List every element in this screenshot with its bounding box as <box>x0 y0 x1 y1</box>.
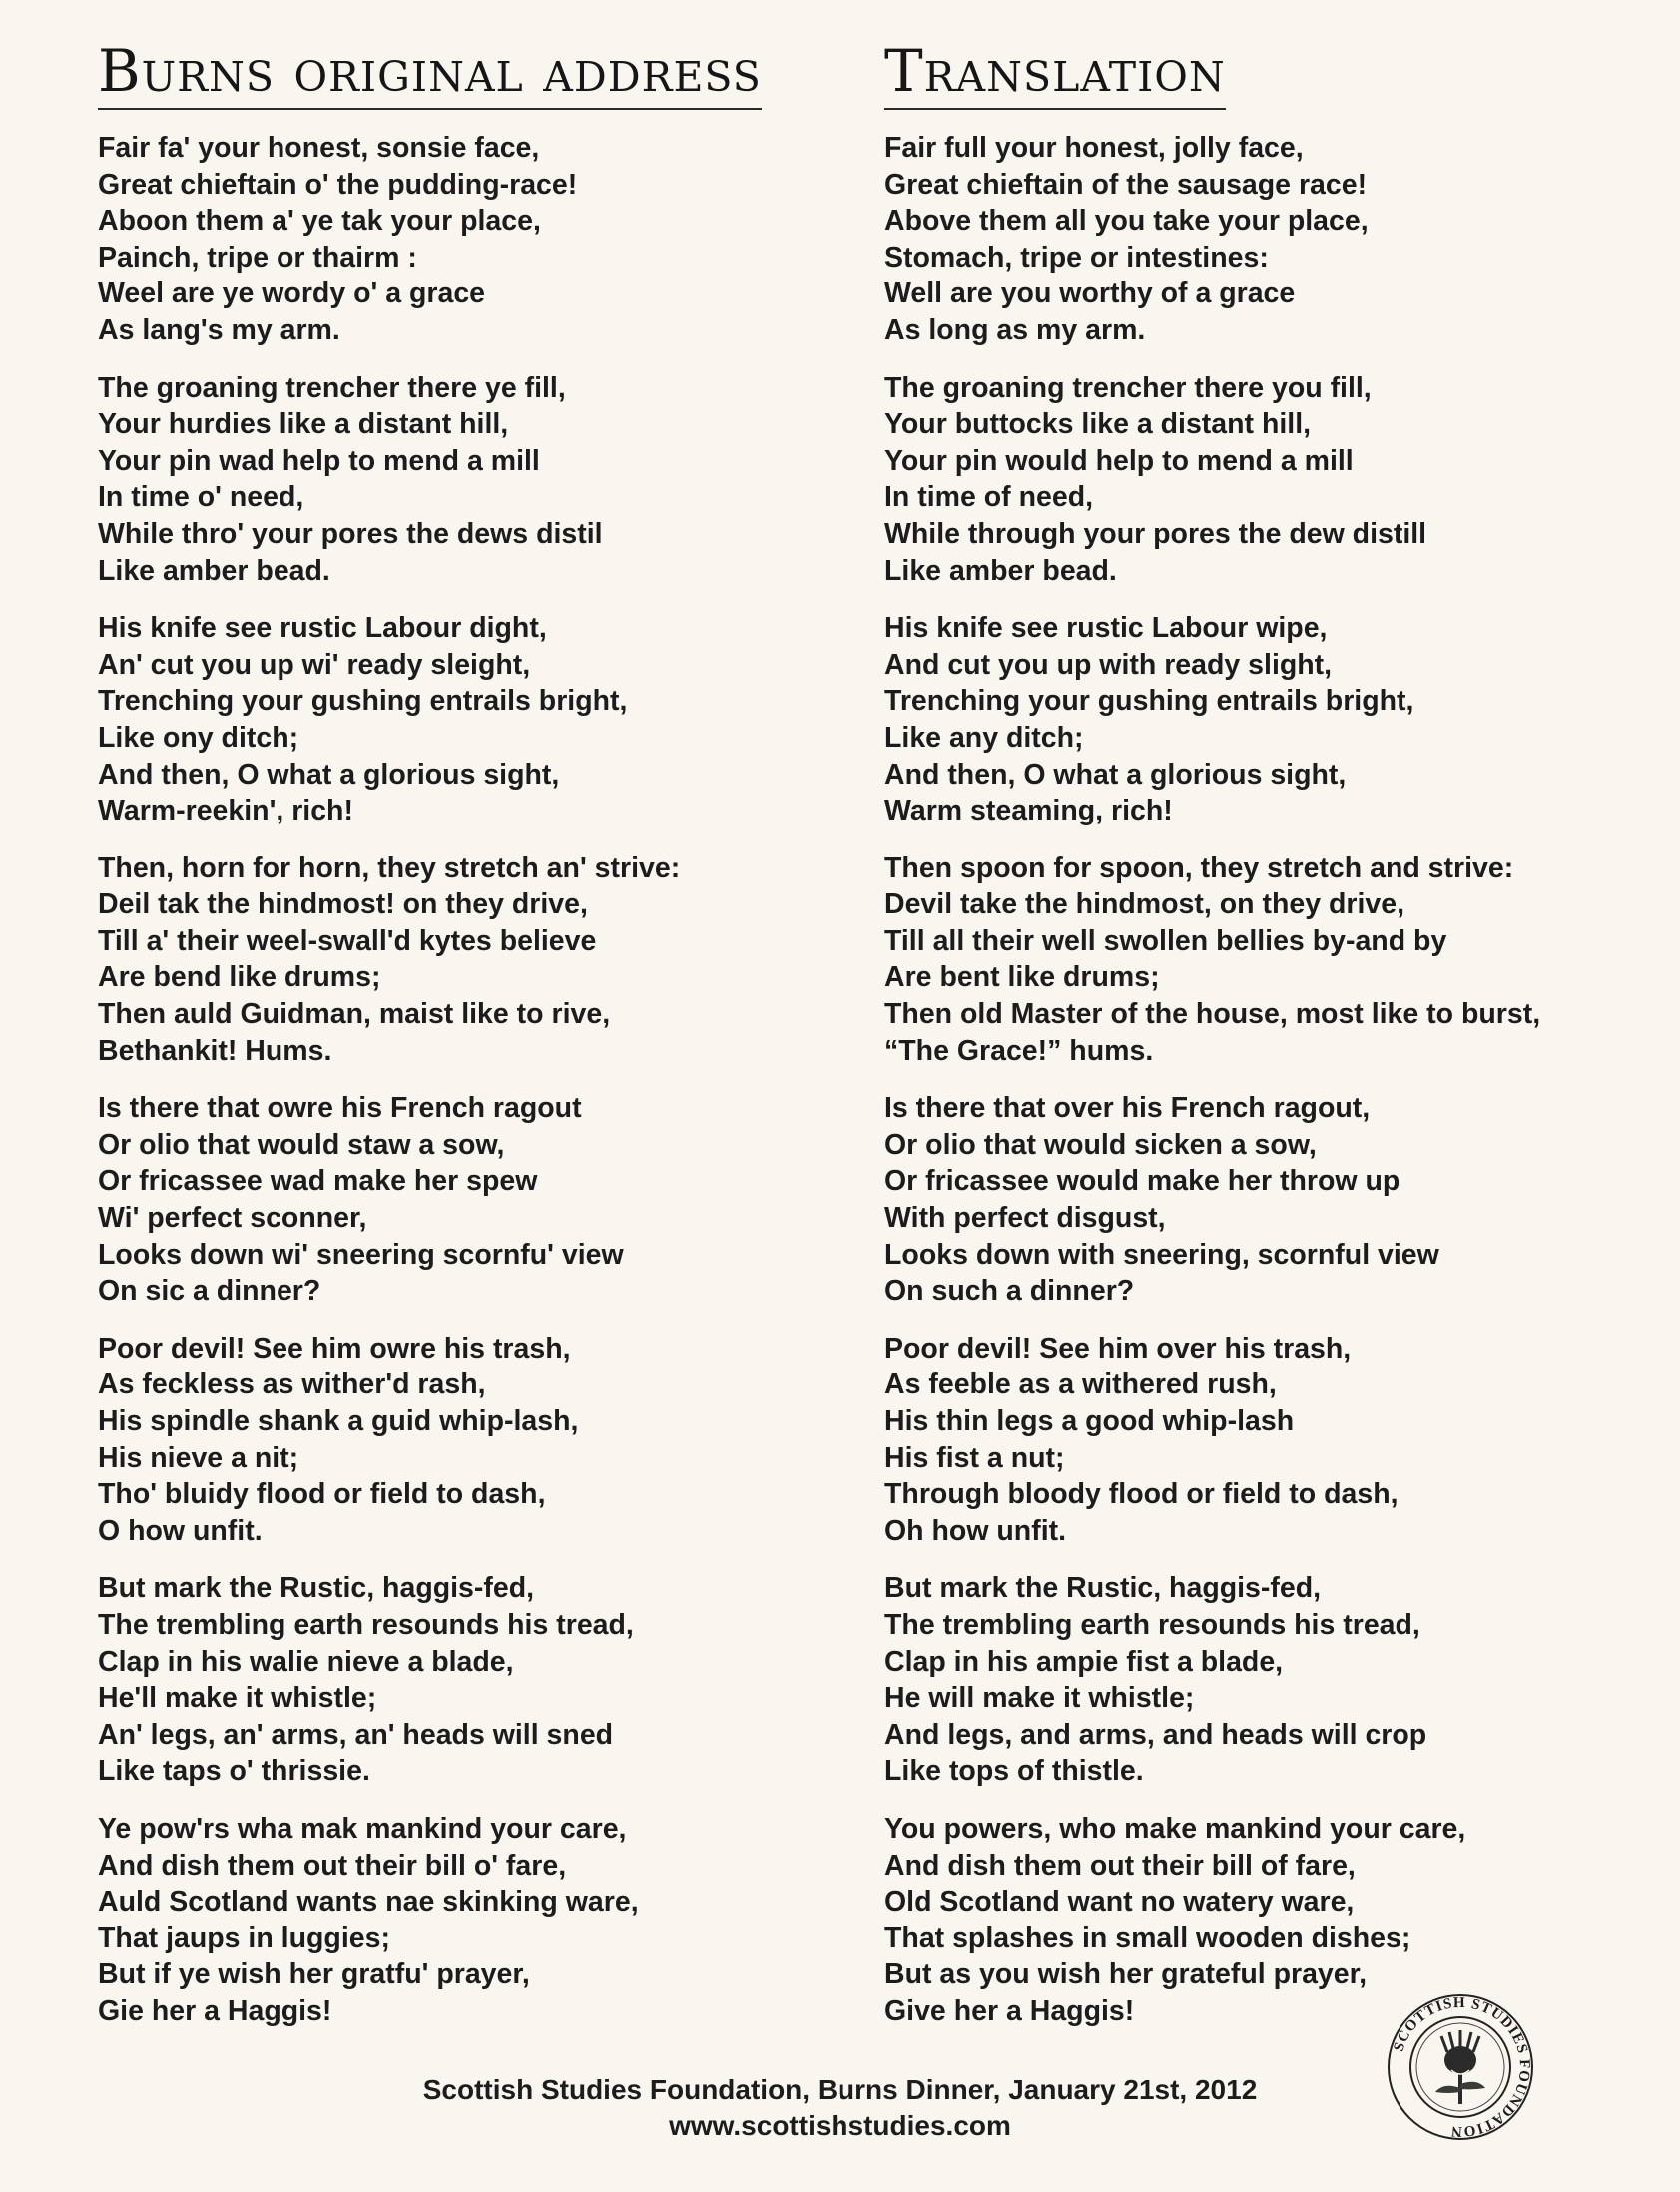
original-stanzas <box>98 130 680 2051</box>
verse-line: Your pin would help to mend a mill <box>884 444 1354 477</box>
verse-line: The groaning trencher there ye fill, <box>98 371 566 404</box>
verse-line: “The Grace!” hums. <box>884 1034 1154 1067</box>
verse-line: Poor devil! See him owre his trash, <box>98 1332 571 1365</box>
verse-line: With perfect disgust, <box>884 1202 1166 1235</box>
verse-line: Fair fa' your honest, sonsie face, <box>98 132 540 164</box>
stanza <box>98 1570 680 1790</box>
verse-line: Are bend like drums; <box>98 961 381 994</box>
verse-line: Oh how unfit. <box>884 1514 1067 1547</box>
stanza <box>98 610 680 829</box>
verse-line: Is there that over his French ragout, <box>884 1092 1371 1125</box>
verse-line: Till all their well swollen bellies by-and by <box>884 924 1447 957</box>
verse-line: Painch, tripe or thairm : <box>98 241 417 274</box>
verse-line: Stomach, tripe or intestines: <box>884 241 1269 274</box>
seal-text: SCOTTISH STUDIES FOUNDATION <box>1391 1994 1533 2140</box>
verse-line: But mark the Rustic, haggis-fed, <box>98 1572 535 1605</box>
translation-stanzas <box>884 130 1540 2051</box>
verse-line: Clap in his ampie fist a blade, <box>884 1645 1284 1678</box>
verse-line: On such a dinner? <box>884 1275 1135 1308</box>
verse-line: But as you wish her grateful prayer, <box>884 1958 1368 1991</box>
verse-line: As feeble as a withered rush, <box>884 1369 1277 1401</box>
verse-line: Great chieftain of the sausage race! <box>884 168 1368 201</box>
verse-line: Weel are ye wordy o' a grace <box>98 277 486 310</box>
stanza <box>884 130 1540 349</box>
verse-line: Then auld Guidman, maist like to rive, <box>98 998 611 1031</box>
stanza <box>884 1331 1540 1550</box>
event-credit: Scottish Studies Foundation, Burns Dinner, January 21st, 2012 <box>422 2074 1258 2105</box>
verse-line: While thro' your pores the dews distil <box>98 517 603 550</box>
verse-line: Or olio that would staw a sow, <box>98 1128 505 1161</box>
verse-line: And dish them out their bill o' fare, <box>98 1849 567 1882</box>
foundation-seal-logo <box>1386 1992 1535 2142</box>
stanza <box>98 1811 680 2030</box>
verse-line: Your pin wad help to mend a mill <box>98 444 540 477</box>
verse-line: While through your pores the dew distill <box>884 517 1427 550</box>
stanza <box>98 1090 680 1310</box>
verse-line: Trenching your gushing entrails bright, <box>98 685 628 718</box>
verse-line: Like any ditch; <box>884 721 1084 754</box>
verse-line: His thin legs a good whip-lash <box>884 1405 1295 1437</box>
verse-line: Above them all you take your place, <box>884 205 1369 238</box>
verse-line: Like amber bead. <box>884 554 1117 587</box>
verse-line: Tho' bluidy flood or field to dash, <box>98 1478 546 1511</box>
verse-line: Wi' perfect sconner, <box>98 1202 367 1235</box>
verse-line: Old Scotland want no watery ware, <box>884 1886 1355 1918</box>
verse-line: Like amber bead. <box>98 554 330 587</box>
verse-line: Deil tak the hindmost! on they drive, <box>98 888 588 921</box>
verse-line: Give her a Haggis! <box>884 1994 1135 2027</box>
stanza <box>98 850 680 1070</box>
verse-line: Great chieftain o' the pudding-race! <box>98 168 578 201</box>
stanza <box>98 370 680 590</box>
verse-line: Or fricassee would make her throw up <box>884 1165 1400 1198</box>
stanza <box>884 1570 1540 1790</box>
verse-line: On sic a dinner? <box>98 1275 321 1308</box>
verse-line: Ye pow'rs wha mak mankind your care, <box>98 1812 627 1845</box>
verse-line: Clap in his walie nieve a blade, <box>98 1645 514 1678</box>
verse-line: Gie her a Haggis! <box>98 1994 332 2027</box>
verse-line: Looks down with sneering, scornful view <box>884 1238 1439 1271</box>
translation-heading: Translation <box>884 37 1226 105</box>
verse-line: And then, O what a glorious sight, <box>98 758 560 791</box>
verse-line: As long as my arm. <box>884 313 1146 346</box>
verse-line: Like taps o' thrissie. <box>98 1755 370 1788</box>
verse-line: The trembling earth resounds his tread, <box>884 1608 1420 1641</box>
verse-line: Bethankit! Hums. <box>98 1034 332 1067</box>
verse-line: Your buttocks like a distant hill, <box>884 408 1312 441</box>
verse-line: Then, horn for horn, they stretch an' strive: <box>98 851 681 884</box>
verse-line: That splashes in small wooden dishes; <box>884 1921 1411 1954</box>
verse-line: Then old Master of the house, most like to burst, <box>884 998 1541 1031</box>
verse-line: Then spoon for spoon, they stretch and strive: <box>884 851 1514 884</box>
stanza <box>884 850 1540 1070</box>
verse-line: Warm-reekin', rich! <box>98 795 353 827</box>
stanza <box>884 1090 1540 1310</box>
verse-line: Like ony ditch; <box>98 721 299 754</box>
verse-line: In time o' need, <box>98 481 304 514</box>
verse-line: In time of need, <box>884 481 1094 514</box>
stanza <box>884 370 1540 590</box>
verse-line: His nieve a nit; <box>98 1441 299 1474</box>
stanza <box>98 130 680 349</box>
verse-line: Well are you worthy of a grace <box>884 277 1296 310</box>
stanza <box>884 610 1540 829</box>
verse-line: Fair full your honest, jolly face, <box>884 132 1304 164</box>
verse-line: The groaning trencher there you fill, <box>884 371 1372 404</box>
verse-line: Poor devil! See him over his trash, <box>884 1332 1352 1365</box>
verse-line: An' legs, an' arms, an' heads will sned <box>98 1718 614 1751</box>
verse-line: The trembling earth resounds his tread, <box>98 1608 634 1641</box>
verse-line: Looks down wi' sneering scornfu' view <box>98 1238 624 1271</box>
verse-line: And dish them out their bill of fare, <box>884 1849 1356 1882</box>
verse-line: He will make it whistle; <box>884 1682 1195 1715</box>
verse-line: Are bent like drums; <box>884 961 1160 994</box>
verse-line: His spindle shank a guid whip-lash, <box>98 1405 579 1437</box>
verse-line: His knife see rustic Labour wipe, <box>884 612 1328 645</box>
verse-line: As lang's my arm. <box>98 313 340 346</box>
verse-line: And then, O what a glorious sight, <box>884 758 1347 791</box>
verse-line: O how unfit. <box>98 1514 263 1547</box>
verse-line: Devil take the hindmost, on they drive, <box>884 888 1405 921</box>
original-heading: Burns original address <box>98 37 762 105</box>
verse-line: Till a' their weel-swall'd kytes believe <box>98 924 597 957</box>
website-link[interactable]: www.scottishstudies.com <box>669 2110 1011 2141</box>
verse-line: Or olio that would sicken a sow, <box>884 1128 1317 1161</box>
verse-line: Trenching your gushing entrails bright, <box>884 685 1414 718</box>
stanza <box>98 1331 680 1550</box>
verse-line: His fist a nut; <box>884 1441 1065 1474</box>
verse-line: Is there that owre his French ragout <box>98 1092 582 1125</box>
verse-line: Auld Scotland wants nae skinking ware, <box>98 1886 639 1918</box>
verse-line: Or fricassee wad make her spew <box>98 1165 538 1198</box>
verse-line: As feckless as wither'd rash, <box>98 1369 486 1401</box>
verse-line: An' cut you up wi' ready sleight, <box>98 648 531 681</box>
verse-line: Like tops of thistle. <box>884 1755 1144 1788</box>
verse-line: And cut you up with ready slight, <box>884 648 1333 681</box>
verse-line: But mark the Rustic, haggis-fed, <box>884 1572 1322 1605</box>
verse-line: That jaups in luggies; <box>98 1921 390 1954</box>
verse-line: And legs, and arms, and heads will crop <box>884 1718 1427 1751</box>
verse-line: Aboon them a' ye tak your place, <box>98 205 541 238</box>
verse-line: Your hurdies like a distant hill, <box>98 408 509 441</box>
verse-line: You powers, who make mankind your care, <box>884 1812 1466 1845</box>
verse-line: His knife see rustic Labour dight, <box>98 612 547 645</box>
verse-line: He'll make it whistle; <box>98 1682 377 1715</box>
verse-line: But if ye wish her gratfu' prayer, <box>98 1958 530 1991</box>
verse-line: Warm steaming, rich! <box>884 795 1173 827</box>
verse-line: Through bloody flood or field to dash, <box>884 1478 1399 1511</box>
